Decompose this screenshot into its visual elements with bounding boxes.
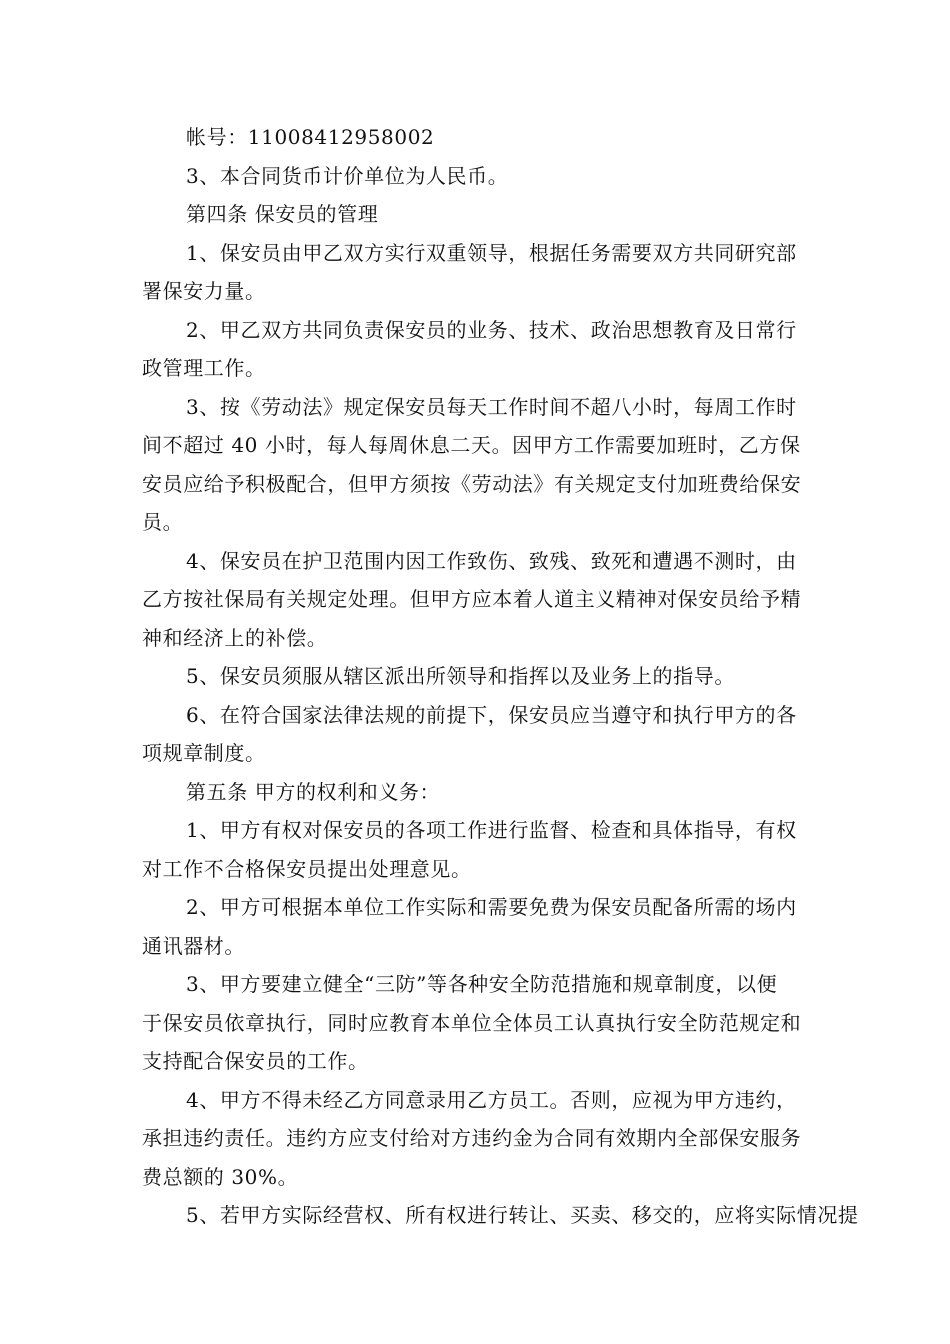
- text-line: 对工作不合格保安员提出处理意见。: [142, 856, 472, 881]
- text-line: 承担违约责任。违约方应支付给对方违约金为合同有效期内全部保安服务: [142, 1126, 802, 1150]
- text-line: 5、若甲方实际经营权、所有权进行转让、买卖、移交的，应将实际情况提: [186, 1203, 859, 1227]
- text-line: 第四条 保安员的管理: [186, 202, 379, 226]
- text-line: 5、保安员须服从辖区派出所领导和指挥以及业务上的指导。: [186, 664, 735, 688]
- text-line: 项规章制度。: [142, 741, 266, 765]
- text-line: 1、甲方有权对保安员的各项工作进行监督、检查和具体指导，有权: [186, 818, 797, 842]
- text-line: 帐号：11008412958002: [186, 125, 435, 149]
- text-line: 4、保安员在护卫范围内因工作致伤、致残、致死和遭遇不测时，由: [186, 548, 797, 573]
- text-line: 4、甲方不得未经乙方同意录用乙方员工。否则，应视为甲方违约，: [186, 1087, 797, 1112]
- text-line: 政管理工作。: [142, 356, 266, 380]
- text-line: 支持配合保安员的工作。: [142, 1049, 369, 1073]
- document-body: [142, 118, 859, 1235]
- text-line: 安员应给予积极配合，但甲方须按《劳动法》有关规定支付加班费给保安: [142, 471, 802, 496]
- text-line: 通讯器材。: [142, 933, 245, 958]
- text-line: 3、本合同货币计价单位为人民币。: [186, 163, 509, 188]
- text-line: 3、按《劳动法》规定保安员每天工作时间不超八小时，每周工作时: [186, 394, 797, 419]
- text-line: 6、在符合国家法律法规的前提下，保安员应当遵守和执行甲方的各: [186, 702, 797, 727]
- text-line: 2、甲方可根据本单位工作实际和需要免费为保安员配备所需的场内: [186, 895, 797, 919]
- text-line: 员。: [142, 510, 184, 534]
- text-line: 神和经济上的补偿。: [142, 625, 328, 650]
- text-line: 署保安力量。: [142, 279, 266, 303]
- text-line: 于保安员依章执行，同时应教育本单位全体员工认真执行安全防范规定和: [142, 1010, 802, 1035]
- text-line: 费总额的 30%。: [142, 1164, 299, 1189]
- text-line: 乙方按社保局有关规定处理。但甲方应本着人道主义精神对保安员给予精: [142, 587, 802, 611]
- text-line: 间不超过 40 小时，每人每周休息二天。因甲方工作需要加班时，乙方保: [142, 433, 801, 457]
- text-line: 2、甲乙双方共同负责保安员的业务、技术、政治思想教育及日常行: [186, 317, 797, 342]
- text-line: 第五条 甲方的权利和义务：: [186, 779, 441, 804]
- text-line: 3、甲方要建立健全“三防”等各种安全防范措施和规章制度，以便: [186, 972, 778, 996]
- text-line: 1、保安员由甲乙双方实行双重领导，根据任务需要双方共同研究部: [186, 240, 797, 265]
